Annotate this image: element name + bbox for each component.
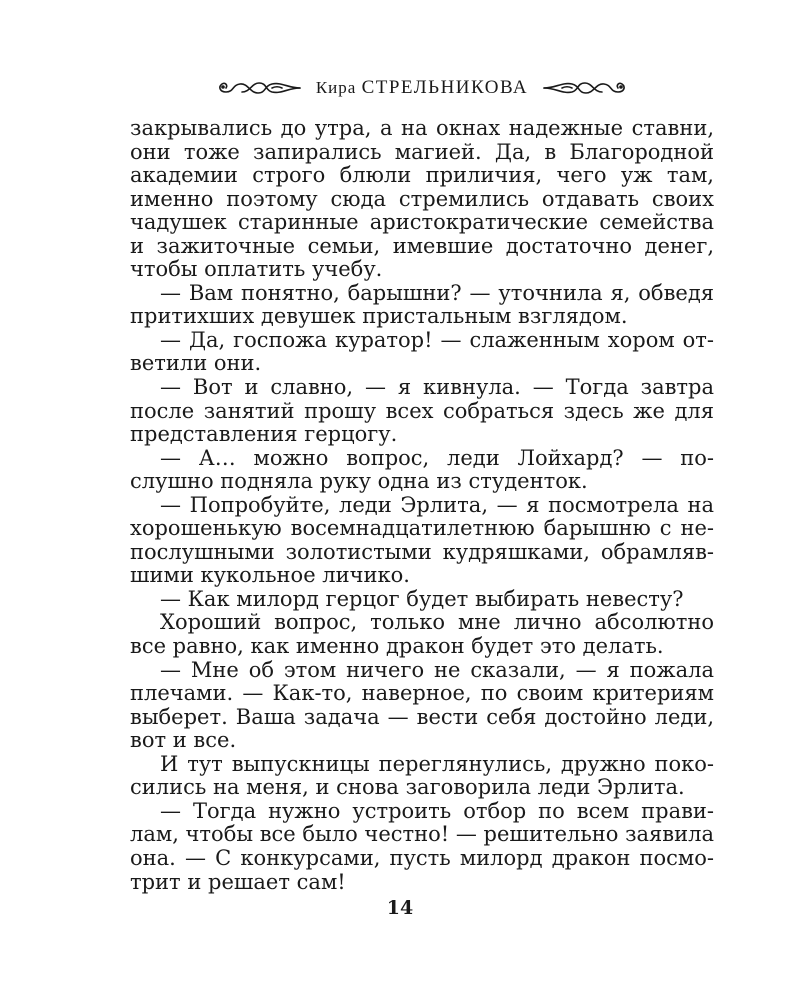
text-line: — Да, госпожа куратор! — слаженным хором от- [160, 328, 714, 352]
text-line: — А… можно вопрос, леди Лойхард? — по- [160, 446, 714, 470]
text-line: — Попробуйте, леди Эрлита, — я посмотрела на [160, 493, 714, 517]
text-line: трит и решает сам! [130, 870, 346, 894]
header-title [316, 77, 528, 99]
text-line: шими кукольное личико. [130, 564, 410, 588]
left-flourish-icon [212, 77, 304, 99]
body-text [130, 117, 714, 894]
text-line: — Тогда нужно устроить отбор по всем прави- [160, 799, 714, 823]
text-line: И тут выпускницы переглянулись, дружно поко- [160, 752, 714, 776]
text-line: лам, чтобы все было честно! — решительно заявила [130, 823, 714, 847]
author-first-name: Кира [315, 78, 357, 97]
right-flourish-icon [540, 77, 632, 99]
text-line: после занятий прошу всех собраться здесь же для [130, 399, 714, 423]
text-line: — Мне об этом ничего не сказали, — я пожала [160, 658, 714, 682]
text-line: вот и все. [130, 729, 237, 753]
text-line: закрывались до утра, а на окнах надежные ставни, [130, 117, 714, 140]
text-line: чтобы оплатить учебу. [130, 258, 383, 282]
text-line: ветили они. [130, 352, 262, 376]
text-line: послушными золотистыми кудряшками, обрамляв- [130, 540, 714, 564]
text-line: академии строго блюли приличия, чего уж там, [130, 164, 714, 188]
text-line: — Как милорд герцог будет выбирать невесту? [160, 587, 684, 611]
page-number: 14 [386, 897, 414, 919]
text-line: именно поэтому сюда стремились отдавать своих [130, 187, 714, 211]
text-line: представления герцогу. [130, 423, 398, 447]
text-line: хорошенькую восемнадцатилетнюю барышню с не- [130, 517, 714, 541]
text-line: и зажиточные семьи, имевшие достаточно денег, [130, 234, 714, 258]
text-line: она. — С конкурсами, пусть милорд дракон посмо- [130, 846, 714, 870]
text-line: сились на меня, и снова заговорила леди Эрлита. [130, 776, 685, 800]
text-line: плечами. — Как-то, наверное, по своим критериям [130, 682, 714, 706]
text-line: слушно подняла руку одна из студенток. [130, 470, 588, 494]
text-line: выберет. Ваша задача — вести себя достойно леди, [130, 705, 714, 729]
text-line: — Вам понятно, барышни? — уточнила я, обведя [160, 281, 714, 305]
text-line: они тоже запирались магией. Да, в Благородной [130, 140, 714, 164]
text-line: чадушек старинные аристократические семейства [130, 211, 714, 235]
author-last-name: СТРЕЛЬНИКОВА [361, 77, 529, 98]
text-line: все равно, как именно дракон будет это делать. [130, 635, 664, 659]
text-line: Хороший вопрос, только мне лично абсолютно [160, 611, 714, 635]
running-header [130, 70, 714, 106]
text-line: — Вот и славно, — я кивнула. — Тогда завтра [160, 376, 714, 400]
text-line: притихших девушек пристальным взглядом. [130, 305, 628, 329]
